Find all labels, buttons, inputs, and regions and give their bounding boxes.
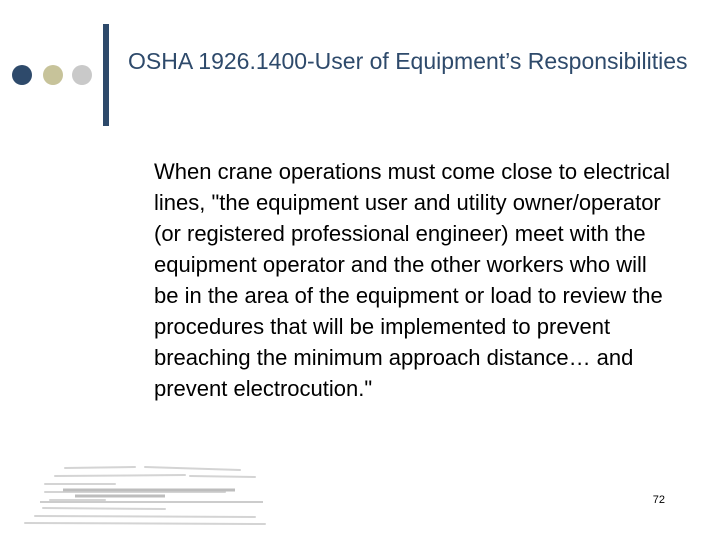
faded-document-image [15, 462, 275, 530]
slide-body-text: When crane operations must come close to electrical lines, "the equipment user and utility owner/operator (or registered professional engineer) meet with the equipment operator and the other workers who will be in the area of the equipment or load to review the procedures that will be implemented to prevent breaching the minimum approach distance… and prevent electrocution." [154, 159, 671, 401]
decorative-dot-navy [12, 65, 32, 85]
slide-title: OSHA 1926.1400-User of Equipment’s Responsibilities [128, 48, 688, 74]
page-number: 72 [652, 494, 665, 506]
decorative-dot-gray [72, 65, 92, 85]
title-accent-bar [103, 24, 109, 126]
decorative-dot-tan [43, 65, 63, 85]
